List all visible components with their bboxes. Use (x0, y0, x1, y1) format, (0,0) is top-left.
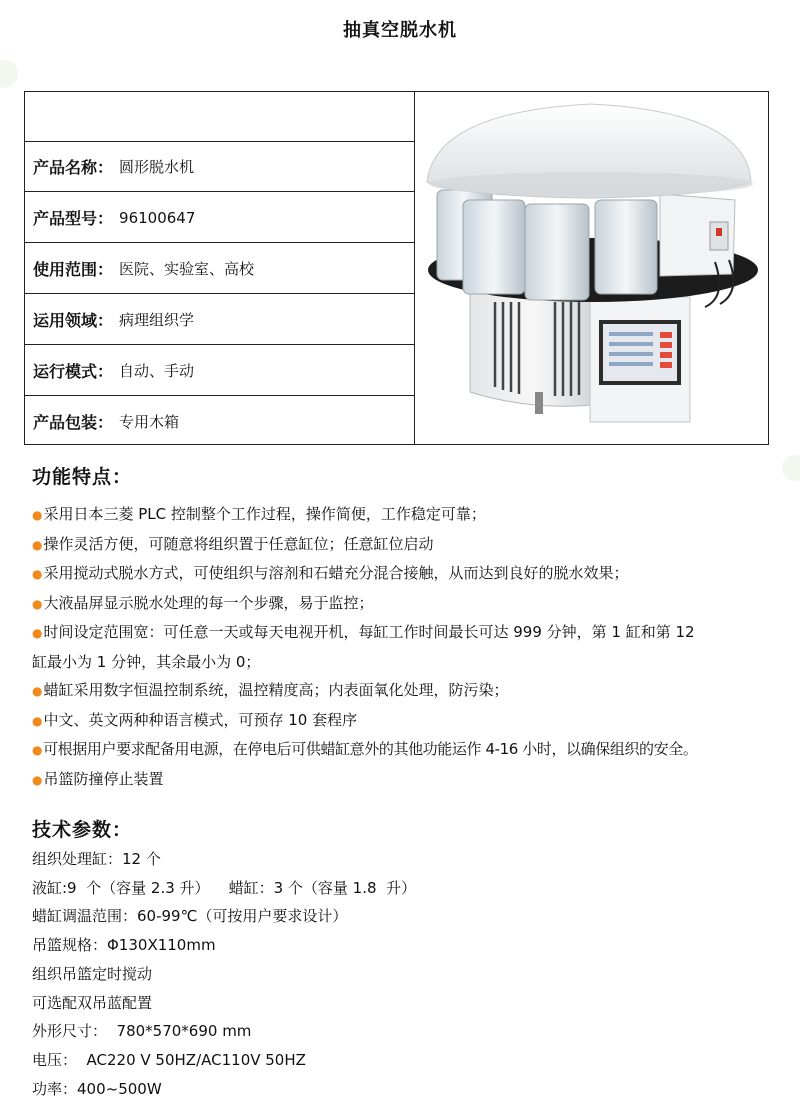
list-item-continuation: 缸最小为 1 分钟，其余最小为 0； (32, 652, 261, 671)
tech-title: 技术参数： (32, 819, 133, 841)
bullet-icon: ● (32, 596, 43, 611)
list-item: 吊篮规格：Φ130X110mm (32, 936, 216, 955)
bullet-icon: ● (32, 713, 43, 728)
spec-table (24, 91, 769, 445)
spec-row-packaging (25, 396, 414, 446)
list-item: 组织处理缸：12 个 (32, 850, 161, 868)
spec-key: 产品型号 (33, 209, 98, 228)
spec-sep: ： (97, 362, 114, 381)
spec-sep: ： (97, 260, 114, 279)
bullet-icon: ● (32, 626, 43, 640)
spec-key: 产品包装 (33, 412, 98, 432)
spec-key: 产品名称 (33, 158, 98, 177)
spec-value: 医院、实验室、高校 (119, 260, 255, 278)
bullet-icon: ● (32, 508, 43, 522)
bullet-icon: ● (32, 743, 43, 757)
spec-value: 自动、手动 (119, 362, 195, 380)
list-item: 蜡缸调温范围：60-99℃（可按用户要求设计） (32, 907, 348, 926)
list-item: ●采用搅动式脱水方式，可使组织与溶剂和石蜡充分混合接触，从而达到良好的脱水效果； (32, 564, 629, 582)
spec-key: 使用范围 (33, 260, 98, 279)
bullet-icon: ● (32, 684, 43, 698)
spec-row-model (25, 193, 414, 243)
list-item: ●吊篮防撞停止装置 (32, 769, 164, 788)
spec-row-mode (25, 346, 414, 396)
spec-value: 圆形脱水机 (119, 158, 195, 176)
spec-value: 病理组织学 (119, 311, 195, 329)
spec-key: 运行模式 (33, 362, 98, 381)
spec-sep: ： (97, 209, 114, 228)
spec-row-product-name (25, 142, 414, 192)
bullet-icon: ● (32, 537, 43, 552)
spec-value: 专用木箱 (119, 412, 180, 431)
spec-sep: ： (97, 412, 114, 432)
list-item: 功率：400~500W (32, 1079, 162, 1098)
list-item: ●蜡缸采用数字恒温控制系统，温控精度高；内表面氧化处理，防污染； (32, 681, 509, 699)
bullet-icon: ● (32, 772, 43, 787)
watermark-blob-right (782, 455, 800, 481)
list-item: ●操作灵活方便，可随意将组织置于任意缸位；任意缸位启动 (32, 534, 434, 553)
features-list (32, 500, 784, 794)
product-image (415, 92, 768, 444)
spec-sep: ： (97, 311, 114, 330)
list-item: ●中文、英文两种种语言模式，可预存 10 套程序 (32, 710, 358, 729)
spec-value: 96100647 (119, 208, 196, 227)
list-item: ●采用日本三菱 PLC 控制整个工作过程，操作简便，工作稳定可靠； (32, 505, 486, 523)
page-title: 抽真空脱水机 (343, 20, 457, 41)
list-item: 液缸:9 个（容量 2.3 升） 蜡缸：3 个（容量 1.8 升） (32, 878, 417, 897)
spec-list (25, 92, 415, 444)
watermark-blob-left (0, 60, 18, 88)
features-title: 功能特点： (32, 466, 133, 488)
spec-key: 运用领域 (33, 311, 98, 330)
tech-params-list (32, 845, 772, 1103)
tissue-processor-illustration (415, 92, 768, 444)
list-item: 组织吊篮定时搅动 (32, 964, 153, 983)
list-item: 电压： AC220 V 50HZ/AC110V 50HZ (32, 1050, 306, 1069)
list-item: ●大液晶屏显示脱水处理的每一个步骤，易于监控； (32, 593, 374, 612)
list-item: ●时间设定范围宽：可任意一天或每天电视开机，每缸工作时间最长可达 999 分钟，第 1 缸和第 12 (32, 623, 695, 641)
list-item: 外形尺寸： 780*570*690 mm (32, 1022, 252, 1041)
list-item: 可选配双吊蓝配置 (32, 993, 153, 1012)
spec-row-scope (25, 244, 414, 294)
list-item: ●可根据用户要求配备用电源，在停电后可供蜡缸意外的其他功能运作 4-16 小时，以确保组织的安全。 (32, 740, 698, 758)
spec-row-empty (25, 92, 414, 142)
spec-sep: ： (97, 158, 114, 177)
spec-row-field (25, 295, 414, 345)
bullet-icon: ● (32, 567, 43, 581)
